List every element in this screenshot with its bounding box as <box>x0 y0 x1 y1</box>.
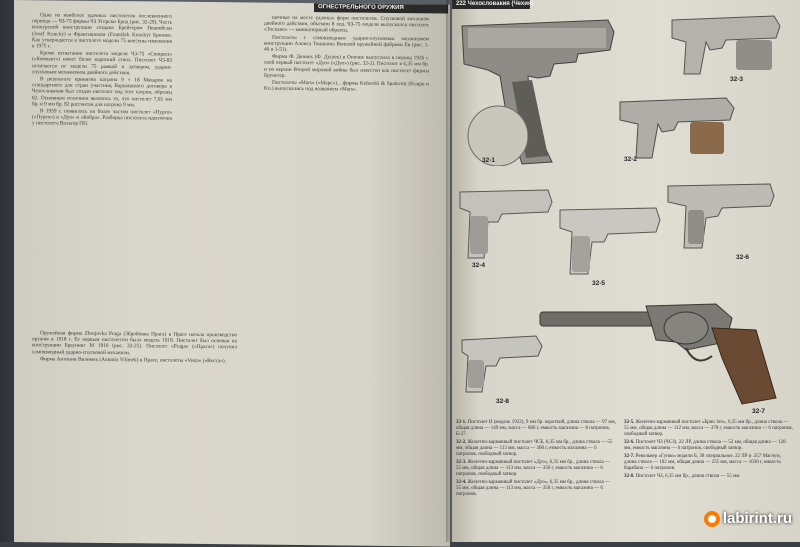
watermark-text: labirint.ru <box>722 510 792 527</box>
caption-32-8: 32-8. Пистолет ЧЗ, 6,35 мм бр., длина ствола — 55 мм. <box>624 474 741 479</box>
caption-32-2: 32-2. Жилетно-карманный пистолет ЧСБ, 6,35 мм бр., длина ствола — 55 мм, общая длина — 113 мм, масса — 300 г, емкость магазина — 6 патронов, свободный затвор. <box>456 440 613 457</box>
caption-32-4: 32-4. Жилетно-карманный пистолет «Дуо», 6,35 мм бр., длина ствола — 55 мм, общая длина — 113 мм, масса — 350 г, емкость магазина — 6 патронов. <box>456 480 610 497</box>
paragraph: В результате принятия патрона 9 × 18 Макаров на стандартного для стран участниц Варшавского договора в Чехословакии был создан пистолет под этот патрон, образец 82. Основным отличием являлось то, что пистолет 7,65 мм бр. и 9 мм бр. 82 рассчитан для патрона 9 мм. <box>32 76 172 109</box>
figure-label-32-8: 32-8 <box>496 398 510 405</box>
caption-32-3: 32-3. Жилетно-карманный пистолет «Дуо», 6,35 мм бр., длина ствола — 55 мм, общая длина — 113 мм, масса — 350 г, емкость магазина — 6 патронов, свободный затвор. <box>456 460 610 477</box>
captions-column-right <box>624 420 794 482</box>
captions-column-left <box>456 420 616 500</box>
left-running-header: ОГНЕСТРЕЛЬНОГО ОРУЖИЯ <box>314 3 448 13</box>
left-page <box>14 0 450 547</box>
labirint-logo-icon <box>704 511 720 527</box>
figure-label-32-6: 32-6 <box>736 254 750 261</box>
pistol-32-6-illustration <box>666 182 776 250</box>
paragraph: Кроме испытания пистолета модели ЧЗ-75 «Compact» («Компакт») имеет более короткий ствол. Пистолет ЧЗ-83 отличается от модели 75 рамкой и затвором, ударно-спусковым механизмом двойного действия. <box>32 50 172 77</box>
paragraph: Фирма Ф. Дюшек (Ф. Душек) в Опочне выпустила в период 1926 г. свой первый пистолет «Дуо» («Дуо») (рис. 32-2). Пистолет в 6,35 мм бр. и по версии Второй мировой войны был известен как пистолет фирмы Брунегер. <box>264 53 429 79</box>
right-page <box>452 0 800 542</box>
figure-label-32-5: 32-5 <box>592 280 606 287</box>
figure-label-32-4: 32-4 <box>472 262 486 269</box>
paragraph: Фирма Антонин Вилимек (Antonín Vilímek) в Праге, пистолеты «Vesta» («Веста»). <box>40 356 227 365</box>
revolver-32-7-illustration <box>536 298 786 410</box>
paragraph: шечные на месте удачных форм пистолетов. Спусковой механизм двойного действия, объемом 8 ход. ЧЗ-75 модели выпускался пистолет «Тоскано» — миниатюрный образец. <box>264 14 429 34</box>
caption-32-6: 32-6. Пистолет ЧЗ (ЧСЗ), 22 ЛР, длина ствола — 52 мм, общая длина — 128 мм, емкость магазина — 6 патронов, свободный затвор. <box>624 440 786 451</box>
figure-label-32-7: 32-7 <box>752 408 766 415</box>
pistol-32-3-illustration <box>670 14 782 76</box>
caption-32-7: 32-7. Револьвер «Гунко» модели Б, 38 специальное, 22 ЛР и .357 Магнум, длина ствола — 102 мм, общая длина — 235 мм, масса — 1030 г, емкость барабана — 6 патронов. <box>624 454 781 471</box>
paragraph: Оружейная фирма Zbrojovka Praga (Збройовка Прага) в Праге начала производство оружия в 1918 г. Ее первым пистолетом была модель 1918. Пистолет был основан на конструкции Браунинг М 1910 (рис. 32-25). Пистолет «Praga» («Прага») получил самовзводный ударно-спусковой механизм. <box>32 330 237 356</box>
figure-label-32-2: 32-2 <box>624 156 638 163</box>
left-text-column-c <box>32 330 237 365</box>
caption-32-5: 32-5. Жилетно-карманный пистолет «Брно Зет», 6,35 мм бр., длина ствола — 55 мм, общая длина — 112 мм, масса — 370 г, емкость магазина — 6 патронов, свободный затвор. <box>624 420 793 437</box>
paragraph: Пистолеты с самовзводным ударно-спусковым механизмом конструкции Алоиса Тоникина Венской оружейной фабрики Ев (рис. 1-40 и 1-51). <box>264 34 429 53</box>
pistol-32-1-illustration <box>458 16 618 166</box>
pistol-32-8-illustration <box>460 334 544 394</box>
figure-label-32-3: 32-3 <box>730 76 744 83</box>
pistol-32-4-illustration <box>458 188 554 260</box>
left-text-column-b <box>264 15 429 95</box>
labirint-watermark <box>704 510 792 527</box>
pistol-32-5-illustration <box>558 206 662 276</box>
left-text-column-a <box>32 12 172 129</box>
figure-label-32-1: 32-1 <box>482 157 496 164</box>
paragraph: Пистолеты «Мars» («Марс»)... фирмы Koberski & Spalecest (Koupu и Ko.) выпускались под названием «Mars». <box>264 79 429 93</box>
paragraph: Одна из наиболее удачных пистолетов послевоенного периода — ЧЗ-75 фирмы ЧЗ Угерски Брод (рис. 32-29). Часть конкурсной конструкции создана Брейтером Невинбски (Josef Koucký) и Франтишеком (František Koucký) Брожом. Как утверждается в пистолете модели 75 внесены изменения в 1975 г. <box>32 12 172 50</box>
paragraph: В 1959 г. появилось по более частям пистолет «Пурго» («Пурго») и «Дуо» и «Кобра». Разборка пистолета идентична у пистолета Вальтер ПП. <box>32 108 172 128</box>
caption-32-1: 32-1. Пистолет Н (модель 1922), 9 мм бр. короткий, длина ствола — 97 мм, общая длина — 149 мм, масса — 680 г, емкость магазина — 8 патронов, Б-27. <box>456 420 616 437</box>
pistol-32-2-illustration <box>618 96 736 160</box>
right-running-header: 222 Чехословакия (Чехия) <box>452 0 530 9</box>
